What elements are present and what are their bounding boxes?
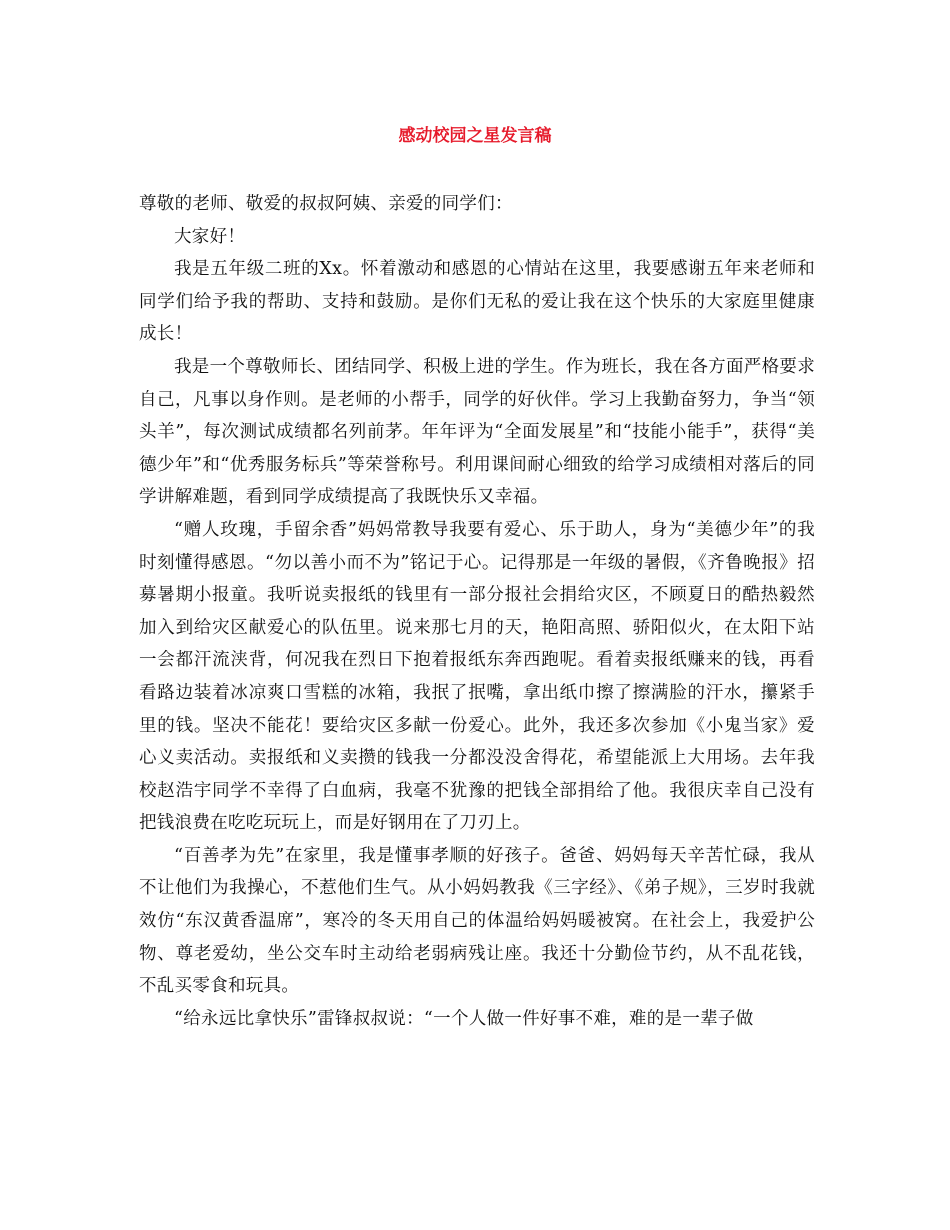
paragraph-filial-piety: “百善孝为先”在家里，我是懂事孝顺的好孩子。爸爸、妈妈每天辛苦忙碌，我从不让他们为我操心，不惹他们生气。从小妈妈教我《三字经》、《弟子规》，三岁时我就效仿“东汉黄香温席”，寒冷的冬天用自己的体温给妈妈暖被窝。在社会上，我爱护公物、尊老爱幼，坐公交车时主动给老弱病残让座。我还十分勤俭节约，从不乱花钱，不乱买零食和玩具。: [139, 845, 815, 997]
paragraph-charity: “赠人玫瑰，手留余香”妈妈常教导我要有爱心、乐于助人，身为“美德少年”的我时刻懂得感恩。“勿以善小而不为”铭记于心。记得那是一年级的暑假，《齐鲁晚报》招募暑期小报童。我听说卖报纸的钱里有一部分报社会捐给灾区，不顾夏日的酷热毅然加入到给灾区献爱心的队伍里。说来那七月的天，艳阳高照、骄阳似火，在太阳下站一会都汗流浃背，何况我在烈日下抱着报纸东奔西跑呢。看着卖报纸赚来的钱，再看看路边装着冰凉爽口雪糕的冰箱，我抿了抿嘴，拿出纸巾擦了擦满脸的汗水，攥紧手里的钱。坚决不能花！要给灾区多献一份爱心。此外，我还多次参加《小鬼当家》爱心义卖活动。卖报纸和义卖攒的钱我一分都没没舍得花，希望能派上大用场。去年我校赵浩宇同学不幸得了白血病，我毫不犹豫的把钱全部捐给了他。我很庆幸自己没有把钱浪费在吃吃玩玩上，而是好钢用在了刀刃上。: [139, 519, 815, 834]
document-body: [139, 188, 815, 1035]
paragraph-introduction: 我是五年级二班的Xx。怀着激动和感恩的心情站在这里，我要感谢五年来老师和同学们给予我的帮助、支持和鼓励。是你们无私的爱让我在这个快乐的大家庭里健康成长！: [139, 259, 815, 345]
paragraph-study: 我是一个尊敬师长、团结同学、积极上进的学生。作为班长，我在各方面严格要求自己，凡事以身作则。是老师的小帮手，同学的好伙伴。学习上我勤奋努力，争当“领头羊”，每次测试成绩都名列前茅。年年评为“全面发展星”和“技能小能手”，获得“美德少年”和“优秀服务标兵”等荣誉称号。利用课间耐心细致的给学习成绩相对落后的同学讲解难题，看到同学成绩提高了我既快乐又幸福。: [139, 356, 815, 508]
paragraph-greeting: 大家好！: [174, 226, 246, 247]
document-title: 感动校园之星发言稿: [398, 126, 552, 146]
paragraph-giving: “给永远比拿快乐”雷锋叔叔说：“一个人做一件好事不难，难的是一辈子做: [174, 1008, 754, 1029]
salutation: 尊敬的老师、敬爱的叔叔阿姨、亲爱的同学们：: [139, 194, 513, 214]
